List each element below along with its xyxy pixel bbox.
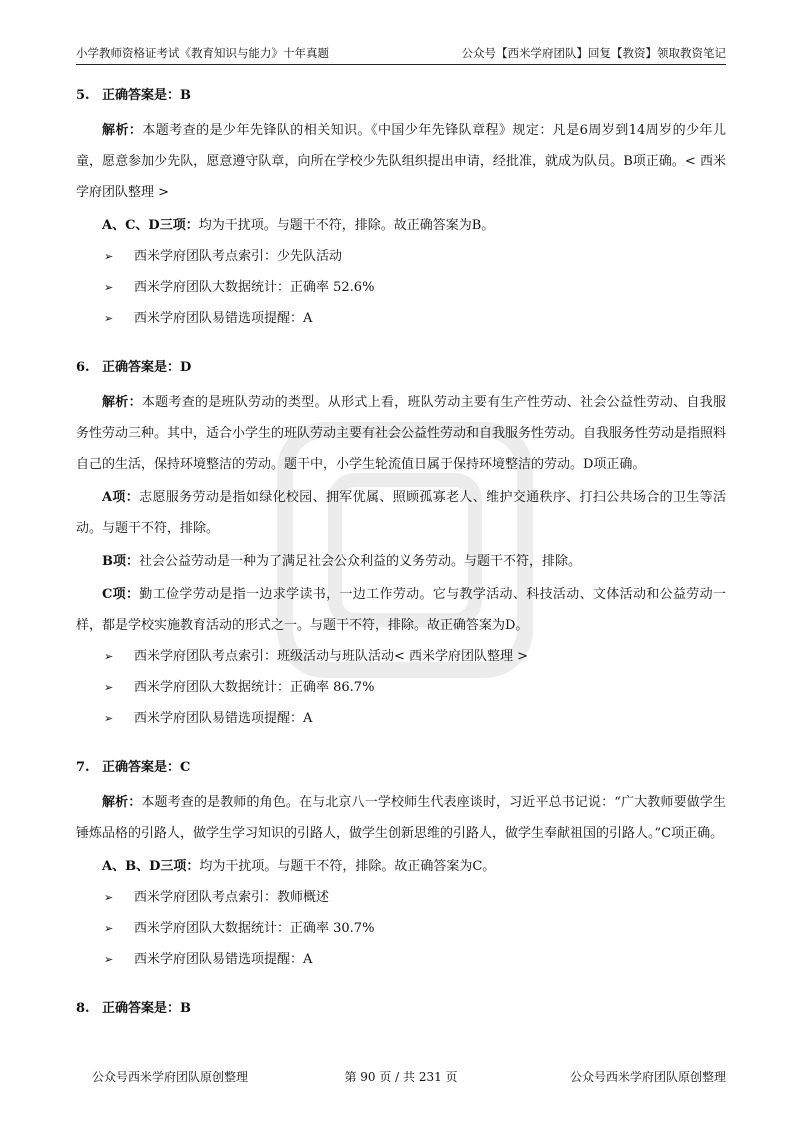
question-number: 6. (76, 360, 90, 375)
note-item (76, 882, 726, 913)
answer-title (76, 756, 726, 775)
note-text: 西米学府团队大数据统计：正确率 86.7% (134, 680, 375, 695)
option-label: A、B、D三项： (102, 859, 200, 874)
note-item (76, 703, 726, 734)
arrow-bullet-icon: ➢ (104, 281, 114, 294)
note-text: 西米学府团队大数据统计：正确率 30.7% (134, 921, 375, 936)
option-analysis (76, 210, 726, 241)
answer-title (76, 356, 726, 375)
header-promo: 公众号【西米学府团队】回复【教资】领取教资笔记 (461, 46, 726, 60)
explanation (76, 787, 726, 849)
arrow-bullet-icon: ➢ (104, 922, 114, 935)
question-number: 5. (76, 88, 90, 103)
explanation-text: 本题考查的是教师的角色。在与北京八一学校师生代表座谈时，习近平总书记说：“广大教师要做学生锤炼品格的引路人，做学生学习知识的引路人，做学生创新思维的引路人，做学生奉献祖国的引路人。”C项正确。 (76, 795, 726, 841)
option-label: A项： (102, 490, 140, 505)
page-header (76, 42, 726, 65)
explanation (76, 115, 726, 208)
question-block (76, 756, 726, 989)
spacer (76, 975, 726, 989)
option-text: 均为干扰项。与题干不符，排除。故正确答案为C。 (199, 859, 496, 874)
question-number: 7. (76, 760, 90, 775)
question-block (76, 356, 726, 748)
note-item (76, 913, 726, 944)
option-text: 社会公益劳动是一种为了满足社会公众利益的义务劳动。与题干不符，排除。 (139, 554, 582, 569)
arrow-bullet-icon: ➢ (104, 250, 114, 263)
question-number: 8. (76, 1001, 90, 1016)
note-text: 西米学府团队考点索引：班级活动与班队活动< 西米学府团队整理 > (134, 649, 529, 664)
option-label: C项： (102, 587, 140, 602)
note-item (76, 241, 726, 272)
explanation-text: 本题考查的是班队劳动的类型。从形式上看，班队劳动主要有生产性劳动、社会公益性劳动、自我服务性劳动三种。其中，适合小学生的班队劳动主要有社会公益性劳动和自我服务性劳动。自我服务性劳动是指照料自己的生活，保持环境整洁的劳动。题干中，小学生轮流值日属于保持环境整洁的劳动。D项正确。 (76, 395, 727, 472)
answer-title (76, 997, 726, 1016)
explanation-text: 本题考查的是少年先锋队的相关知识。《中国少年先锋队章程》规定：凡是6周岁到14周岁的少年儿童，愿意参加少先队，愿意遵守队章，向所在学校少先队组织提出申请，经批准，就成为队员。B项正确。< 西米学府团队整理 > (76, 123, 726, 200)
note-text: 西米学府团队易错选项提醒：A (134, 711, 313, 726)
page-number: 第 90 页 / 共 231 页 (344, 1070, 458, 1084)
question-block (76, 84, 726, 348)
explanation (76, 387, 726, 480)
footer-left: 公众号西米学府团队原创整理 (92, 1070, 249, 1084)
option-text: 均为干扰项。与题干不符，排除。故正确答案为B。 (198, 218, 495, 233)
arrow-bullet-icon: ➢ (104, 953, 114, 966)
arrow-bullet-icon: ➢ (104, 681, 114, 694)
answer-title (76, 84, 726, 103)
note-item (76, 944, 726, 975)
note-item (76, 672, 726, 703)
note-text: 西米学府团队考点索引：教师概述 (134, 890, 330, 905)
note-text: 西米学府团队大数据统计：正确率 52.6% (134, 280, 375, 295)
option-analysis (76, 579, 726, 641)
correct-answer: 正确答案是：D (102, 360, 192, 375)
correct-answer: 正确答案是：B (102, 1001, 191, 1016)
arrow-bullet-icon: ➢ (104, 712, 114, 725)
option-text: 勤工俭学劳动是指一边求学读书，一边工作劳动。它与教学活动、科技活动、文体活动和公益劳动一样，都是学校实施教育活动的形式之一。与题干不符，排除。故正确答案为D。 (76, 587, 726, 633)
option-label: A、C、D三项： (102, 218, 199, 233)
option-text: 志愿服务劳动是指如绿化校园、拥军优属、照顾孤寡老人、维护交通秩序、打扫公共场合的卫生等活动。与题干不符，排除。 (76, 490, 726, 536)
note-item (76, 303, 726, 334)
note-item (76, 272, 726, 303)
explanation-label: 解析： (102, 123, 143, 138)
option-analysis (76, 482, 726, 544)
arrow-bullet-icon: ➢ (104, 312, 114, 325)
arrow-bullet-icon: ➢ (104, 650, 114, 663)
correct-answer: 正确答案是：C (102, 760, 191, 775)
note-text: 西米学府团队考点索引：少先队活动 (134, 249, 343, 264)
header-title: 小学教师资格证考试《教育知识与能力》十年真题 (76, 46, 329, 60)
option-analysis (76, 851, 726, 882)
arrow-bullet-icon: ➢ (104, 891, 114, 904)
answer-content (76, 76, 726, 1028)
explanation-label: 解析： (102, 795, 142, 810)
note-item (76, 641, 726, 672)
option-label: B项： (102, 554, 139, 569)
correct-answer: 正确答案是：B (102, 88, 191, 103)
note-text: 西米学府团队易错选项提醒：A (134, 952, 313, 967)
spacer (76, 734, 726, 748)
note-text: 西米学府团队易错选项提醒：A (134, 311, 313, 326)
footer-right: 公众号西米学府团队原创整理 (569, 1070, 726, 1084)
spacer (76, 334, 726, 348)
explanation-label: 解析： (102, 395, 142, 410)
option-analysis (76, 546, 726, 577)
question-block (76, 997, 726, 1016)
